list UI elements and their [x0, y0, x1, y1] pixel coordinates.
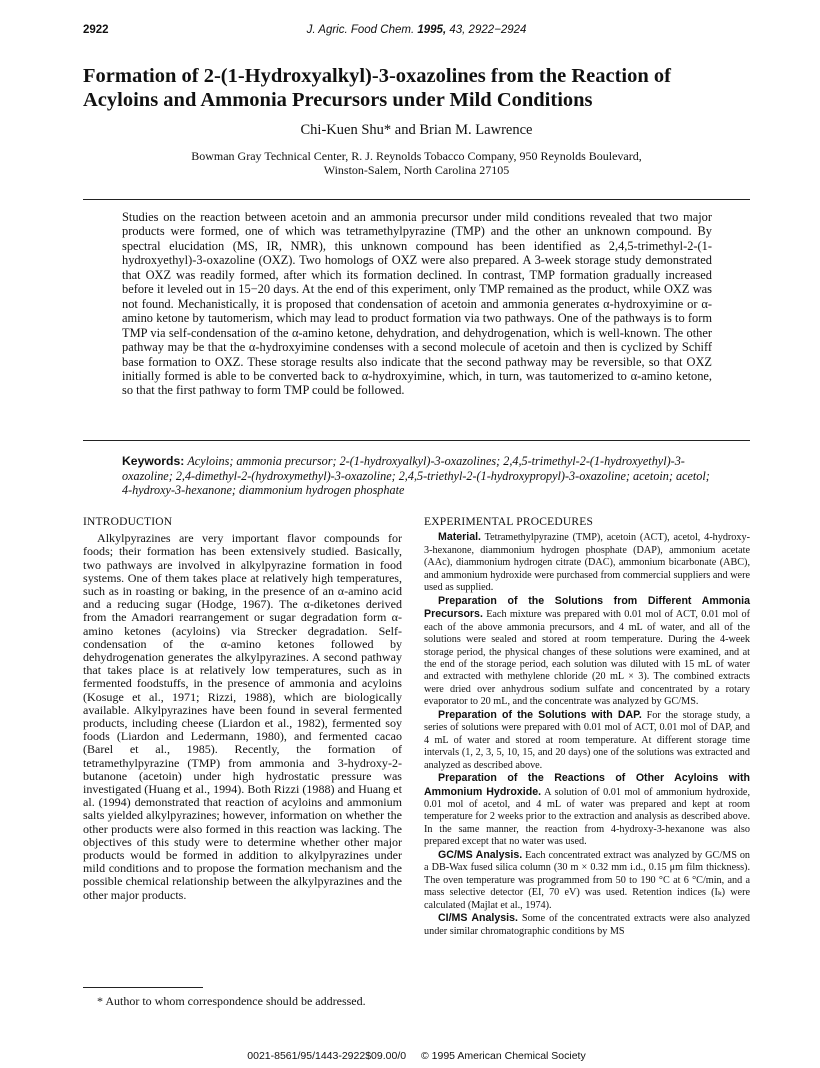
affiliation-line-2: Winston-Salem, North Carolina 27105 — [323, 163, 510, 177]
journal-name: J. Agric. Food Chem. — [306, 24, 415, 36]
exp-ammonia-precursors — [424, 595, 750, 709]
paper-title: Formation of 2-(1-Hydroxyalkyl)-3-oxazolines from the Reaction of Acyloins and Ammonia Precursors under Mild Conditions — [83, 65, 671, 111]
exp-cims-head: CI/MS Analysis. — [438, 912, 518, 925]
page-number: 2922 — [83, 24, 109, 36]
keywords-label: Keywords: — [122, 454, 185, 468]
divider-top — [83, 199, 750, 200]
exp-dap-head: Preparation of the Solutions with DAP. — [438, 708, 642, 721]
exp-other-acyloins — [424, 772, 750, 849]
exp-material-head: Material. — [438, 531, 481, 544]
affiliation — [110, 149, 723, 177]
journal-volume: 43, — [449, 24, 466, 36]
experimental-heading: EXPERIMENTAL PROCEDURES — [424, 516, 594, 528]
copyright: © 1995 American Chemical Society — [421, 1050, 586, 1062]
abstract: Studies on the reaction between acetoin and an ammonia precursor under mild conditions revealed that two major products were formed, one of which was tetramethylpyrazine (TMP) and the other an unknown compound. By spectral elucidation (MS, IR, NMR), this unknown compound has been identified as 2,4,5-trimethyl-2-(1-hydroxyethyl)-3-oxazoline (OXZ). Two homologs of OXZ were also prepared. A 3-week storage study demonstrated that OXZ was readily formed, after which its formation declined. In contrast, TMP formation gradually increased before it leveled out in 15−20 days. At the end of this experiment, only TMP remained as the product, while OXZ was not found. Mechanistically, it is proposed that condensation of acetoin and ammonia generates α-hydroxyimine or α-amino ketone by tautomerism, which may lead to product formation via two pathways. One of the pathways is to form TMP via self-condensation of the α-amino ketone, dehydration, and dehydrogenation, which is well-known. The other pathway may be that the α-hydroxyimine condenses with a second molecule of acetoin and then is cyclized by Schiff base formation to OXZ. These storage results also indicate that the second pathway may be reversible, so that OXZ initially formed is able to be converted back to α-hydroxyimine, which, in turn, was tautomerized to α-amino ketone, so that the first pathway to form TMP could be followed. — [122, 210, 712, 398]
column-right — [424, 516, 750, 938]
keywords-text: Acyloins; ammonia precursor; 2-(1-hydroxyalkyl)-3-oxazolines; 2,4,5-trimethyl-2-(1-hydroxyethyl)-3-oxazoline; 2,4-dimethyl-2-(hydroxymethyl)-3-oxazoline; 2,4,5-triethyl-2-(1-hydroxypropyl)-3-oxazoline; acetoin; acetol; 4-hydroxy-3-hexanone; diammonium hydrogen phosphate — [122, 454, 710, 497]
divider-abstract — [83, 440, 750, 441]
page-footer — [83, 1050, 750, 1062]
exp-gcms-head: GC/MS Analysis. — [438, 848, 523, 861]
authors: Chi-Kuen Shu* and Brian M. Lawrence — [300, 122, 533, 138]
journal-pages: 2922−2924 — [468, 24, 527, 36]
running-header — [83, 24, 750, 40]
intro-heading: INTRODUCTION — [83, 516, 173, 528]
exp-cims-text: Some of the concentrated extracts were also analyzed under similar chromatographic conditions by MS — [424, 913, 751, 937]
exp-other-acyloins-head: Preparation of the Reactions of Other Acyloins with Ammonium Hydroxide. — [424, 772, 750, 798]
intro-paragraph: Alkylpyrazines are very important flavor compounds for foods; their formation has been extensively studied. Basically, two pathways are involved in alkylpyrazine formation in food systems. One of them takes place at relatively high temperatures, such as in roasting or baking, in the presence of an α-amino acid and a reducing sugar (Hodge, 1967). The α-diketones derived from the Amadori rearrangement or sugar degradation form α-amino ketones (acyloins) via Strecker degradation. Self-condensation of the α-amino ketones followed by dehydrogenation generates the alkylpyrazines. A second pathway that takes place is at relatively low temperatures, such as in fermented foodstuffs, in the presence of ammonia and acyloins (Kosuge et al., 1971; Rizzi, 1988), which are biologically available. Alkylpyrazines have been found in several fermented products, including cheese (Liardon et al., 1982), fermented soy foods (Liardon and Ledermann, 1980), and fermented cacao (Barel et al., 1985). Recently, the formation of tetramethylpyrazine (TMP) from ammonia and 3-hydroxy-2-butanone (acetoin) under high hydrostatic pressure was investigated (Huang et al., 1994). Both Rizzi (1988) and Huang et al. (1994) demonstrated that reaction of acyloins and ammonium salts yielded alkylpyrazines; however, information on whether the other products were also formed in this reaction was lacking. The objectives of this study were to determine whether other major products would be formed in addition to alkylpyrazines under mild conditions and to propose the formation mechanism and the possible chemical relationship between the alkylpyrazines and the other major products. — [83, 531, 402, 902]
exp-other-acyloins-text: A solution of 0.01 mol of ammonium hydroxide, 0.01 mol of acetol, and 4 mL of water was prepared and kept at room temperature for 2 weeks prior to the extraction and analysis as described above. In the same manner, the reaction from 4-hydroxy-3-hexanone was also prepared except that no water was used. — [424, 786, 750, 848]
exp-dap — [424, 709, 750, 772]
exp-material — [424, 531, 750, 594]
exp-dap-text: For the storage study, a series of solutions were prepared with 0.01 mol of ACT, 0.01 mol of DAP, and 4 mL of water and stored at room temperature. At different storage time intervals (1, 2, 3, 5, 10, 15, and 20 days) one of the solutions was extracted and analyzed as described above. — [424, 709, 751, 771]
article-code: 0021-8561/95/1443-2922$09.00/0 — [247, 1050, 407, 1062]
exp-material-text: Tetramethylpyrazine (TMP), acetoin (ACT), acetol, 4-hydroxy-3-hexanone, diammonium hydrogen phosphate (DAP), ammonium acetate (AAc), diammonium hydrogen citrate (DAC), ammonium bicarbonate (ABC), and ammonium hydroxide were purchased from commercial suppliers and were used as supplied. — [424, 532, 750, 594]
keywords — [122, 454, 712, 498]
journal-year: 1995, — [417, 24, 447, 36]
footnote-correspondence: * Author to whom correspondence should be addressed. — [97, 994, 366, 1008]
exp-gcms-text: Each concentrated extract was analyzed by GC/MS on a DB-Wax fused silica column (30 m × 0.32 mm i.d., 0.15 μm film thickness). The oven temperature was programmed from 50 to 190 °C at 6 °C/min, and a mass selective detector (EI, 70 eV) was used. Retention indices (Iₖ) were calculated (Majlat et al., 1974). — [424, 849, 751, 911]
footnote-divider — [83, 987, 203, 988]
journal-citation — [83, 24, 750, 36]
affiliation-line-1: Bowman Gray Technical Center, R. J. Reynolds Tobacco Company, 950 Reynolds Boulevard, — [191, 149, 642, 163]
exp-ammonia-head: Preparation of the Solutions from Different Ammonia Precursors. — [424, 594, 750, 621]
exp-gcms — [424, 849, 750, 912]
column-left — [83, 516, 402, 902]
exp-ammonia-text: Each mixture was prepared with 0.01 mol of ACT, 0.01 mol of each of the above ammonia precursors, and 4 mL of water, and all of the solutions were sealed and stored at room temperature. During the 4-week storage period, the physical changes of these solutions were examined, and at the end of the storage period, each solution was diluted with 15 mL of water and extracted with methylene chloride (20 mL × 3). The combined extracts were dried over anhydrous sodium sulfate and concentrated by a rotary evaporator to 20 mL, and the concentrate was analyzed by GC/MS. — [424, 609, 750, 708]
exp-cims — [424, 912, 750, 938]
